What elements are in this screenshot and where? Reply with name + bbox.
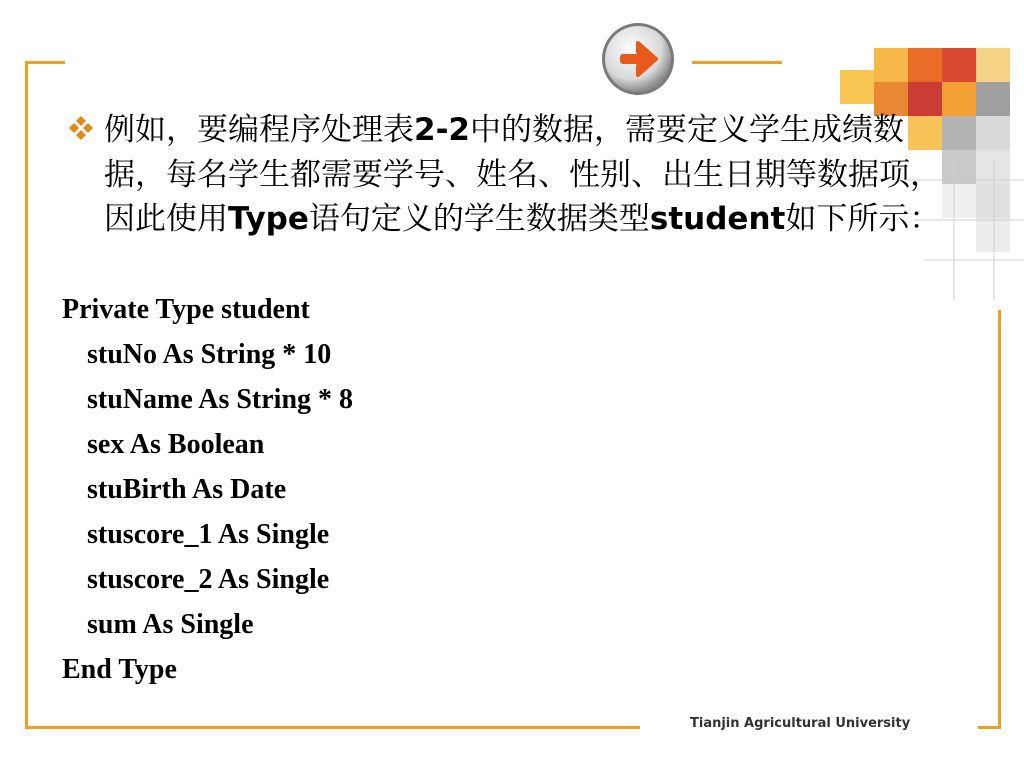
code-line: stuName As String * 8 <box>87 384 354 415</box>
code-line: End Type <box>62 654 177 685</box>
code-line: stuscore_1 As Single <box>87 519 330 550</box>
bullet-text-part4: 如下所示： <box>785 201 941 238</box>
table-ref: 2-2 <box>414 112 471 148</box>
bullet-paragraph <box>66 108 946 242</box>
bullet-text-part2: 中的数据，需要定义学生成绩数据，每名学生都需要学号、姓名、性别、出生日期等数据项，因此使用 <box>104 112 941 238</box>
code-line: Private Type student <box>62 294 310 325</box>
code-line: stuscore_2 As Single <box>87 564 330 595</box>
diamond-bullet-icon <box>66 114 96 144</box>
code-line: sum As Single <box>87 609 254 640</box>
frame-top-left <box>25 61 65 64</box>
code-line: stuNo As String * 10 <box>87 339 332 370</box>
frame-bottom <box>25 726 640 729</box>
bullet-text-part3: 语句定义的学生数据类型 <box>308 201 650 238</box>
footer-university: Tianjin Agricultural University <box>690 716 911 731</box>
type-keyword: Type <box>228 201 309 238</box>
bullet-text-part1: 例如，要编程序处理表 <box>104 112 414 148</box>
code-line: sex As Boolean <box>87 429 265 460</box>
next-slide-button[interactable] <box>600 21 676 97</box>
code-line: stuBirth As Date <box>87 474 287 505</box>
frame-left <box>25 61 28 729</box>
frame-right <box>998 310 1001 729</box>
code-block <box>62 287 353 692</box>
bullet-text <box>104 108 944 242</box>
student-keyword: student <box>649 201 786 238</box>
frame-top-right <box>692 61 782 64</box>
